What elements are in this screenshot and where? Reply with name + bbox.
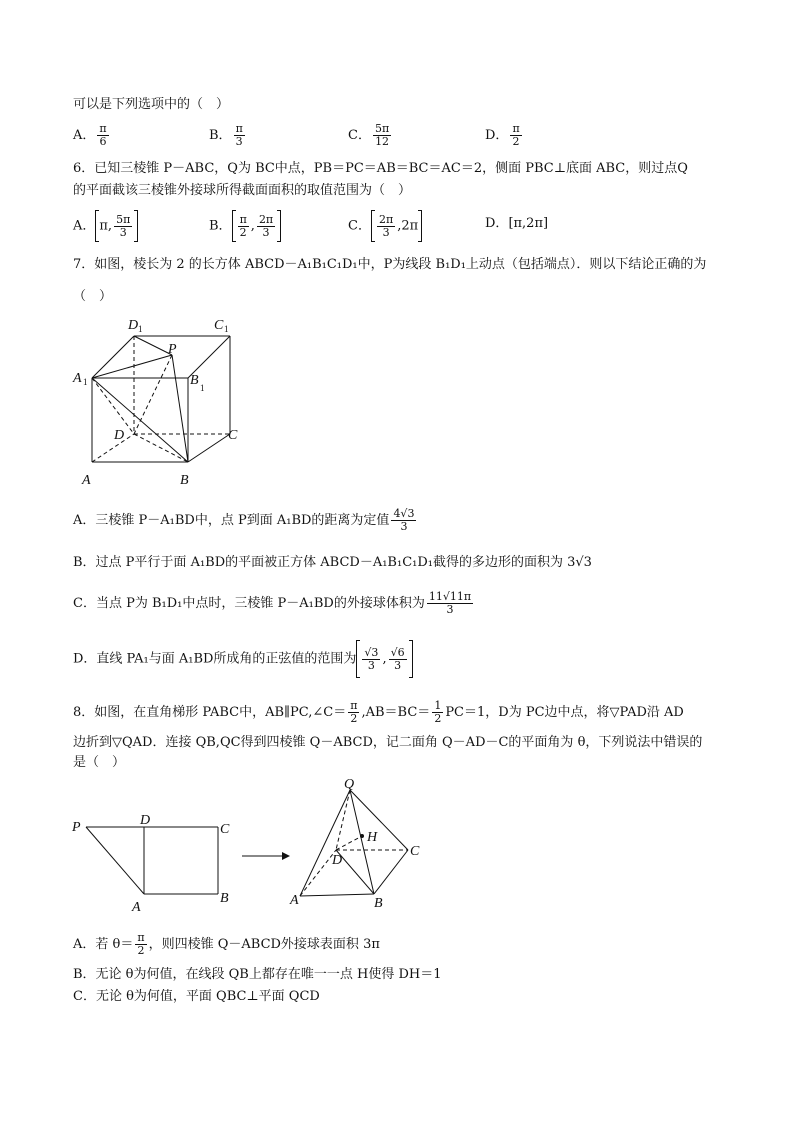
q7-option-a[interactable]: A．三棱锥 P－A₁BD中，点 P到面 A₁BD的距离为定值 $\frac{4√3}{3}$ bbox=[73, 507, 415, 533]
q8-option-c[interactable]: C．无论 θ为何值，平面 QBC⊥平面 QCD bbox=[73, 989, 320, 1004]
q7-option-c[interactable]: C．当点 P为 B₁D₁中点时，三棱锥 P－A₁BD的外接球体积为 $\frac{11√11\pi}{3}$ bbox=[73, 590, 472, 616]
label-h: H bbox=[367, 830, 378, 845]
sub-c1: 1 bbox=[224, 324, 229, 334]
label-q: Q bbox=[344, 778, 355, 792]
q6-option-b[interactable]: B． $\frac{\pi}{2}$ , $\frac{2\pi}{3}$ bbox=[209, 210, 281, 242]
label-c1: C bbox=[214, 318, 224, 333]
q5-option-a[interactable]: A． $\frac{\pi}{6}$ bbox=[73, 122, 107, 148]
label-a-pyramid: A bbox=[290, 893, 299, 908]
q6-option-d[interactable]: D．[π,2π] bbox=[485, 216, 549, 231]
q6-stem-line2: 的平面截该三棱锥外接球所得截面面积的取值范围为（ ） bbox=[73, 183, 412, 198]
sub-d1: 1 bbox=[138, 324, 143, 334]
label-b: B bbox=[220, 891, 229, 906]
label-c-pyramid: C bbox=[410, 844, 420, 859]
q6-option-c[interactable]: C． $\frac{2\pi}{3}$ ,2π bbox=[348, 210, 422, 242]
q5-option-c[interactable]: C． $\frac{5\pi}{12}$ bbox=[348, 122, 390, 148]
q5-option-b[interactable]: B． $\frac{\pi}{3}$ bbox=[209, 122, 243, 148]
label-d: D bbox=[114, 428, 125, 443]
q8-option-b[interactable]: B．无论 θ为何值，在线段 QB上都存在唯一一点 H使得 DH＝1 bbox=[73, 967, 442, 982]
label-d-pyramid: D bbox=[332, 853, 343, 868]
sub-a1: 1 bbox=[83, 377, 88, 387]
q7-option-b[interactable]: B．过点 P平行于面 A₁BD的平面被正方体 ABCD－A₁B₁C₁D₁截得的多边形的面积为 3√3 bbox=[73, 555, 592, 570]
label-b1: B bbox=[190, 373, 199, 388]
q8-option-a[interactable]: A．若 θ＝ $\frac{\pi}{2}$ ，则四棱锥 Q－ABCD外接球表面积 3π bbox=[73, 931, 380, 957]
label-c: C bbox=[228, 428, 238, 443]
q8-folding-figure bbox=[70, 778, 450, 913]
label-p: P bbox=[72, 820, 81, 835]
label-d1: D bbox=[128, 318, 139, 333]
q5-tail: 可以是下列选项中的（ ） bbox=[73, 97, 230, 112]
q8-stem-line1: 8．如图，在直角梯形 PABC中，AB∥PC,∠C＝ $\frac{\pi}{2}$ ,AB＝BC＝ $\frac{1}{2}$ PC＝1，D为 PC边中点，将▽PAD沿 AD bbox=[73, 699, 684, 725]
label-d: D bbox=[140, 813, 151, 828]
label-p: P bbox=[168, 342, 177, 357]
q5-option-d[interactable]: D． $\frac{\pi}{2}$ bbox=[485, 122, 520, 148]
sub-b1: 1 bbox=[200, 383, 205, 393]
q6-stem-line1: 6．已知三棱锥 P－ABC，Q为 BC中点，PB＝PC＝AB＝BC＝AC＝2，侧面 PBC⊥底面 ABC，则过点Q bbox=[73, 161, 688, 176]
label-c: C bbox=[220, 822, 230, 837]
q8-stem-line2: 边折到▽QAD．连接 QB,QC得到四棱锥 Q－ABCD，记二面角 Q－AD－C的平面角为 θ，下列说法中错误的 bbox=[73, 735, 703, 750]
q7-cuboid-figure bbox=[70, 312, 250, 490]
q7-stem-line2: （ ） bbox=[73, 289, 113, 304]
q7-option-d[interactable]: D．直线 PA₁与面 A₁BD所成角的正弦值的范围为 $\frac{√3}{3}$ , $\frac{√6}{3}$ bbox=[73, 640, 413, 678]
label-a1: A bbox=[73, 371, 82, 386]
q8-stem-line3: 是（ ） bbox=[73, 755, 126, 770]
label-a: A bbox=[132, 900, 141, 913]
label-b: B bbox=[180, 473, 189, 488]
label-b-pyramid: B bbox=[374, 896, 383, 911]
q7-stem-line1: 7．如图，棱长为 2 的长方体 ABCD－A₁B₁C₁D₁中，P为线段 B₁D₁上动点（包括端点）．则以下结论正确的为 bbox=[73, 257, 707, 272]
label-a: A bbox=[82, 473, 91, 488]
q6-option-a[interactable]: A． π, $\frac{5\pi}{3}$ bbox=[73, 210, 138, 242]
